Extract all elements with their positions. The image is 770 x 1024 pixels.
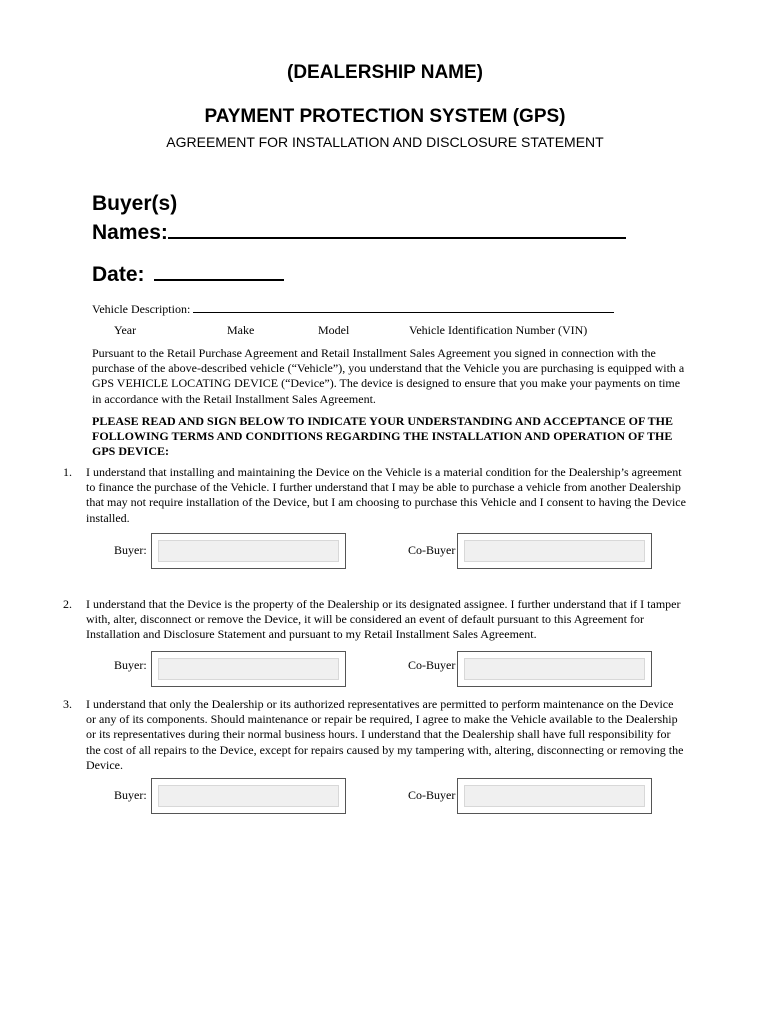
term-2-number: 2. bbox=[63, 597, 72, 611]
term-1-text: I understand that installing and maintaining the Device on the Vehicle is a material condition for the Dealership’s agreement to finance the purchase of the Vehicle. I further understand that I may be able to purchase a vehicle from another Dealership that may not require installation of the Device, but I am choosing to purchase this Vehicle and I consent to having the Device installed. bbox=[86, 465, 686, 525]
buyer-label-1: Buyer: bbox=[114, 543, 147, 557]
vehicle-column-vin: Vehicle Identification Number (VIN) bbox=[409, 323, 588, 337]
buyer-signature-2[interactable] bbox=[151, 651, 346, 687]
names-label: Names: bbox=[92, 221, 168, 244]
cobuyer-label-1: Co-Buyer bbox=[408, 543, 456, 557]
buyers-label: Buyer(s) bbox=[92, 192, 178, 215]
cobuyer-signature-3[interactable] bbox=[457, 778, 652, 814]
cobuyer-label-3: Co-Buyer bbox=[408, 788, 456, 802]
date-label: Date: bbox=[92, 263, 145, 286]
term-3-text: I understand that only the Dealership or its authorized representatives are permitted to perform maintenance on the Device or any of its components. Should maintenance or repair be required, I agree to make the Vehicle available to the Dealership or its representatives during their normal business hours. I understand that the Dealership shall have full responsibility for the cost of all repairs to the Device, except for repairs caused by my tampering with, altering, disconnecting or removing the Device. bbox=[86, 697, 684, 772]
vehicle-column-make: Make bbox=[227, 323, 255, 337]
cobuyer-signature-1[interactable] bbox=[457, 533, 652, 569]
date-field[interactable] bbox=[92, 259, 284, 287]
cobuyer-signature-2[interactable] bbox=[457, 651, 652, 687]
cobuyer-label-2: Co-Buyer bbox=[408, 658, 456, 672]
vehicle-column-model: Model bbox=[318, 323, 350, 337]
vehicle-description-field[interactable] bbox=[92, 300, 632, 317]
term-2-text: I understand that the Device is the property of the Dealership or its designated assignee. I further understand that if I tamper with, alter, disconnect or remove the Device, it will be considered an event of default pursuant to this Agreement for Installation and Disclosure Statement and pursuant to my Retail Installment Sales Agreement. bbox=[86, 597, 681, 642]
buyer-label-2: Buyer: bbox=[114, 658, 147, 672]
document-subtitle: AGREEMENT FOR INSTALLATION AND DISCLOSURE STATEMENT bbox=[166, 134, 604, 150]
document-title: PAYMENT PROTECTION SYSTEM (GPS) bbox=[204, 106, 566, 127]
dealership-name: (DEALERSHIP NAME) bbox=[287, 62, 483, 83]
term-3-number: 3. bbox=[63, 697, 72, 711]
term-1-number: 1. bbox=[63, 465, 72, 479]
date-line[interactable] bbox=[154, 259, 284, 281]
buyers-names-field[interactable] bbox=[92, 217, 652, 245]
vehicle-column-year: Year bbox=[114, 323, 137, 337]
notice-paragraph: PLEASE READ AND SIGN BELOW TO INDICATE YOUR UNDERSTANDING AND ACCEPTANCE OF THE FOLLOWING TERMS AND CONDITIONS REGARDING THE INSTALLATION AND OPERATION OF THE GPS DEVICE: bbox=[92, 414, 673, 459]
vehicle-description-line[interactable] bbox=[193, 300, 614, 313]
vehicle-description-label: Vehicle Description: bbox=[92, 302, 191, 316]
names-line[interactable] bbox=[168, 217, 626, 239]
intro-paragraph: Pursuant to the Retail Purchase Agreement and Retail Installment Sales Agreement you signed in connection with the purchase of the above-described vehicle (“Vehicle”), you understand that the Vehicle you are purchasing is equipped with a GPS VEHICLE LOCATING DEVICE (“Device”). The device is designed to ensure that you make your payments on time in accordance with the Retail Installment Sales Agreement. bbox=[92, 346, 685, 406]
buyer-signature-1[interactable] bbox=[151, 533, 346, 569]
buyer-label-3: Buyer: bbox=[114, 788, 147, 802]
buyer-signature-3[interactable] bbox=[151, 778, 346, 814]
